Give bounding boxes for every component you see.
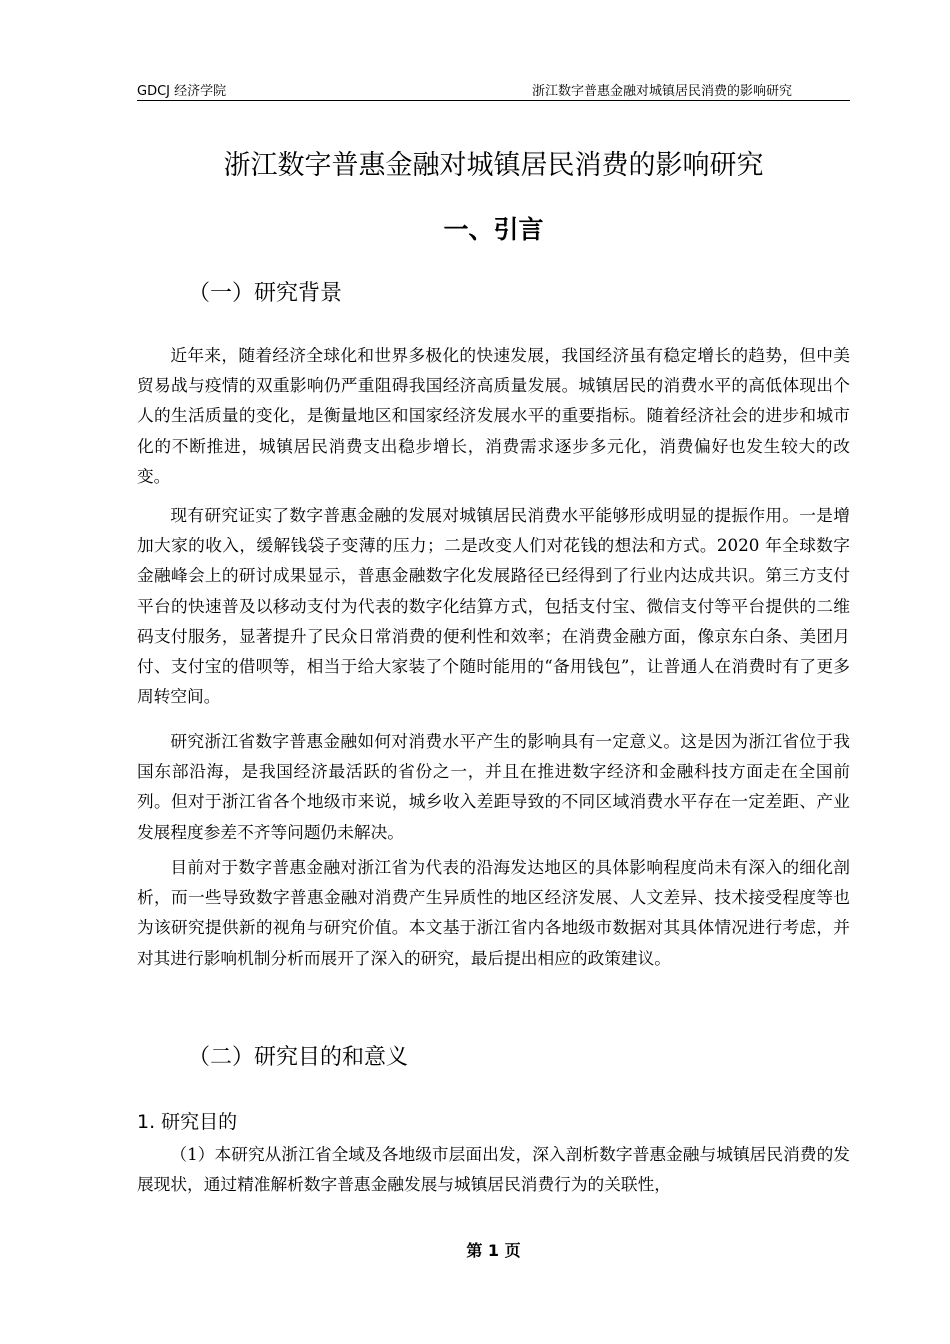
section-heading-purpose: （二）研究目的和意义 xyxy=(188,1045,409,1070)
section-heading-background: （一）研究背景 xyxy=(188,281,343,306)
header-institution: GDCJ 经济学院 xyxy=(137,84,227,99)
paragraph-4: 目前对于数字普惠金融对浙江省为代表的沿海发达地区的具体影响程度尚未有深入的细化剖析，而一些导致数字普惠金融对消费产生异质性的地区经济发展、人文差异、技术接受程度等也为该研究提供新的视角与研究价值。本文基于浙江省内各地级市数据对其具体情况进行考虑，并对其进行影响机制分析而展开了深入的研究，最后提出相应的政策建议。 xyxy=(137,857,850,968)
chapter-heading: 一、引言 xyxy=(443,215,544,244)
paragraph-3: 研究浙江省数字普惠金融如何对消费水平产生的影响具有一定意义。这是因为浙江省位于我国东部沿海，是我国经济最活跃的省份之一，并且在推进数字经济和金融科技方面走在全国前列。但对于浙江省各个地级市来说，城乡收入差距导致的不同区域消费水平存在一定差距、产业发展程度参差不齐等问题仍未解决。 xyxy=(137,731,850,842)
page-header xyxy=(137,78,850,101)
document-title: 浙江数字普惠金融对城镇居民消费的影响研究 xyxy=(223,150,764,181)
paragraph-2: 现有研究证实了数字普惠金融的发展对城镇居民消费水平能够形成明显的提振作用。一是增加大家的收入，缓解钱袋子变薄的压力；二是改变人们对花钱的想法和方式。2020 年全球数字金融峰会上的研讨成果显示，普惠金融数字化发展路径已经得到了行业内达成共识。第三方支付平台的快速普及以移动支付为代表的数字化结算方式，包括支付宝、微信支付等平台提供的二维码支付服务，显著提升了民众日常消费的便利性和效率；在消费金融方面，像京东白条、美团月付、支付宝的借呗等，相当于给大家装了个随时能用的“备用钱包”，让普通人在消费时有了更多周转空间。 xyxy=(137,505,850,707)
page-number: 第 1 页 xyxy=(466,1241,521,1260)
header-doc-title: 浙江数字普惠金融对城镇居民消费的影响研究 xyxy=(531,84,792,99)
paragraph-5: （1）本研究从浙江省全域及各地级市层面出发，深入剖析数字普惠金融与城镇居民消费的发展现状，通过精准解析数字普惠金融发展与城镇居民消费行为的关联性， xyxy=(137,1144,850,1195)
paragraph-1: 近年来，随着经济全球化和世界多极化的快速发展，我国经济虽有稳定增长的趋势，但中美贸易战与疫情的双重影响仍严重阻碍我国经济高质量发展。城镇居民的消费水平的高低体现出个人的生活质量的变化，是衡量地区和国家经济发展水平的重要指标。随着经济社会的进步和城市化的不断推进，城镇居民消费支出稳步增长，消费需求逐步多元化，消费偏好也发生较大的改变。 xyxy=(137,345,850,486)
subsection-heading: 1. 研究目的 xyxy=(137,1111,238,1133)
